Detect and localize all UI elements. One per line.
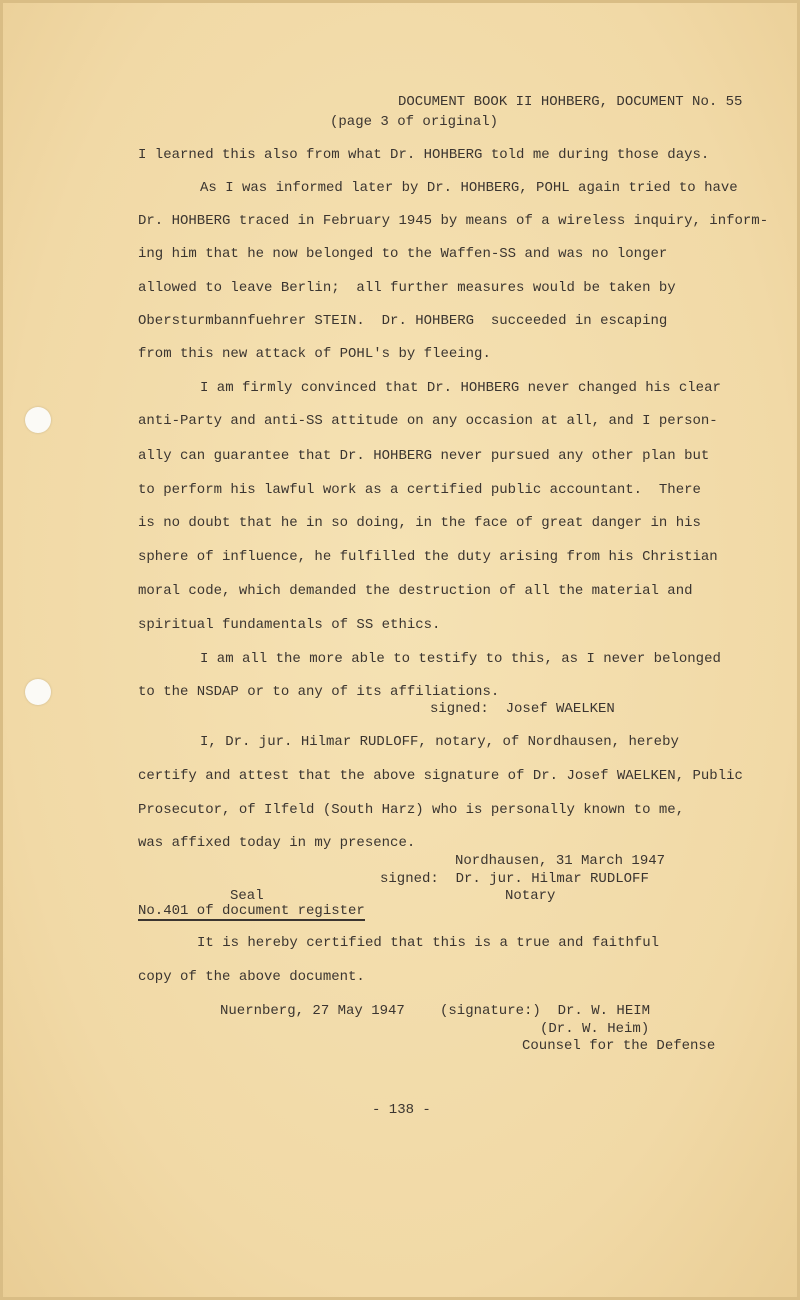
text-line: from this new attack of POHL's by fleeing.	[138, 346, 491, 362]
closing-signature: (signature:) Dr. W. HEIM	[440, 1003, 651, 1019]
text-line: I learned this also from what Dr. HOHBERG told me during those days.	[138, 147, 710, 163]
punch-hole	[25, 679, 51, 705]
text-line: sphere of influence, he fulfilled the duty arising from his Christian	[138, 549, 718, 565]
text-line: to perform his lawful work as a certified public accountant. There	[138, 482, 701, 498]
text-line: anti-Party and anti-SS attitude on any occasion at all, and I person-	[138, 413, 718, 429]
signature-waelken: signed: Josef WAELKEN	[430, 701, 615, 717]
text-line: ing him that he now belonged to the Waffen-SS and was no longer	[138, 246, 668, 262]
text-line: moral code, which demanded the destruction of all the material and	[138, 583, 693, 599]
text-line: to the NSDAP or to any of its affiliations.	[138, 684, 500, 700]
page-reference: (page 3 of original)	[330, 114, 499, 130]
register-number: No.401 of document register	[138, 903, 365, 919]
closing-name: (Dr. W. Heim)	[540, 1021, 650, 1037]
text-line: I am firmly convinced that Dr. HOHBERG never changed his clear	[200, 380, 721, 396]
document-header: DOCUMENT BOOK II HOHBERG, DOCUMENT No. 55	[398, 94, 743, 110]
text-line: I, Dr. jur. Hilmar RUDLOFF, notary, of Nordhausen, hereby	[200, 734, 679, 750]
text-line: spiritual fundamentals of SS ethics.	[138, 617, 441, 633]
text-line: was affixed today in my presence.	[138, 835, 416, 851]
page-number: - 138 -	[372, 1102, 431, 1118]
text-line: copy of the above document.	[138, 969, 365, 985]
text-line: Prosecutor, of Ilfeld (South Harz) who is personally known to me,	[138, 802, 685, 818]
text-line: I am all the more able to testify to this, as I never belonged	[200, 651, 721, 667]
closing-place-date: Nuernberg, 27 May 1947	[220, 1003, 405, 1019]
punch-hole	[25, 407, 51, 433]
text-line: It is hereby certified that this is a true and faithful	[197, 935, 660, 951]
text-line: allowed to leave Berlin; all further measures would be taken by	[138, 280, 676, 296]
text-line: Dr. HOHBERG traced in February 1945 by means of a wireless inquiry, inform-	[138, 213, 769, 229]
notary-place-date: Nordhausen, 31 March 1947	[455, 853, 666, 869]
notary-signature: signed: Dr. jur. Hilmar RUDLOFF	[380, 871, 649, 887]
closing-role: Counsel for the Defense	[522, 1038, 716, 1054]
text-line: ally can guarantee that Dr. HOHBERG never pursued any other plan but	[138, 448, 710, 464]
text-line: Obersturmbannfuehrer STEIN. Dr. HOHBERG succeeded in escaping	[138, 313, 668, 329]
text-line: As I was informed later by Dr. HOHBERG, POHL again tried to have	[200, 180, 738, 196]
notary-title: Notary	[505, 888, 556, 904]
seal-label: Seal	[230, 888, 264, 904]
text-line: is no doubt that he in so doing, in the face of great danger in his	[138, 515, 701, 531]
text-line: certify and attest that the above signature of Dr. Josef WAELKEN, Public	[138, 768, 743, 784]
